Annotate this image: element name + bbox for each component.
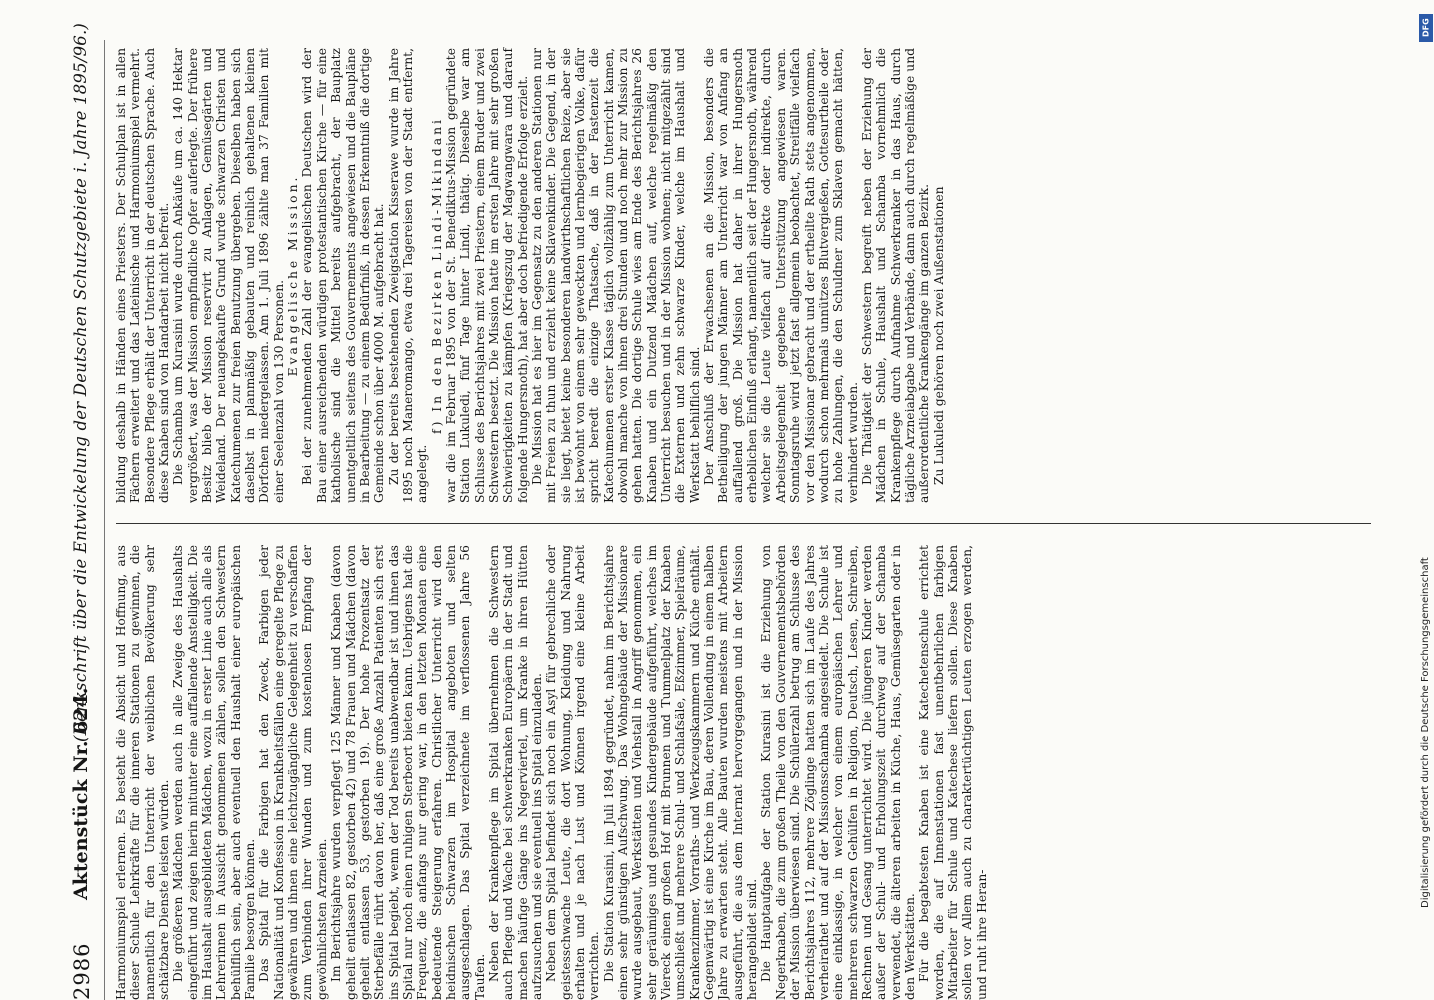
paragraph: f) In den Bezirken Lindi-Mikindani [429,117,444,434]
digitization-sidebar [1418,8,1434,998]
right-column [114,48,946,503]
page-title: Aktenstück Nr. 624. [70,687,92,900]
paragraph: war die im Februar 1895 von der St. Benediktus-Mission gegründete Station Lukuledi, fünf Tage hinter Lindi, thätig. Dieselbe war am Schlusse des Berichtsjahres mit zwei Priestern, einem Bruder und zwei Schwestern besetzt. Die Mission hatte im ersten Jahre mit sehr großen Schwierigkeiten zu kämpfen (Kriegszug der Magwangwara und darauf folgende Hungersnoth), hat aber doch befriedigende Erfolge erzielt. [443,48,530,503]
paragraph: Der Anschluß der Erwachsenen an die Mission, besonders die Betheiligung der jungen Männer am Unterricht war von Anfang an auffallend groß. Die Mission hat daher in ihrer Hungersnoth erheblichen Einfluß erlangt, namentlich seit der Hungersnoth, während welcher sie die Leute vielfach auf direkte oder indirekte, durch Arbeitsgelegenheit gegebene Unterstützung angewiesen waren. Sonntagsruhe wird jetzt fast allgemein beobachtet, Streitfälle vielfach vor den Missionar gebracht und der ertheilte Rath stets angenommen, wodurch schon mehrmals unnützes Blutvergießen, Gottesurtheile oder zu hohe Zahlungen, die den Schuldner zum Sklaven gemacht hätten, verhindert wurden. [702,48,860,503]
page-header [70,22,100,1000]
left-column [114,545,989,1000]
paragraph: Das Spital für die Farbigen hat den Zweck, Farbigen jeder Nationalität und Konfession in Krankheitsfällen eine geregelte Pflege zu gewähren und ihnen eine leichtzugängliche Gelegenheit zu verschaffen zum Verbinden ihrer Wunden und zum kostenlosen Empfang der gewöhnlichsten Arzneien. [257,545,329,1000]
paragraph: bildung deshalb in Händen eines Priesters. Der Schulplan ist in allen Fächern erweitert und das Lateinische und Harmoniumspiel vermehrt. Besondere Pflege erhält der Unterricht in der deutschen Sprache. Auch diese Knaben sind von Handarbeit nicht befreit. [114,48,172,503]
column-divider [116,523,1371,524]
header-rule [104,40,105,1000]
paragraph: Die Mission hat es hier im Gegensatz zu den anderen Stationen nur mit Freien zu thun und erzieht keine Sklavenkinder. Die Gegend, in der sie liegt, bietet keine besonderen landwirthschaftlichen Reize, aber sie ist bewohnt von einem sehr geweckten und lernbegierigen Volke, dafür spricht beredt die einzige Thatsache, daß in der Fastenzeit die Katechumenen erster Klasse täglich vollzählig zum Unterricht kamen, obwohl manche von ihnen drei Stunden und noch mehr zur Mission zu gehen hatten. Die dortige Schule wies am Ende des Berichtsjahres 26 Knaben und ein Dutzend Mädchen auf, welche regelmäßig den Unterricht besuchen und in der Mission wohnen; nicht mitgezählt sind die Externen und zehn schwarze Kinder, welche im Haushalt und Werkstatt behilflich sind. [529,48,702,503]
paragraph: Neben der Krankenpflege im Spital übernehmen die Schwestern auch Pflege und Wache bei schwerkranken Europäern in der Stadt und machen häufige Gänge ins Negerviertel, um Kranke in ihren Hütten aufzusuchen und sie eventuell ins Spital einzuladen. [486,545,544,1000]
paragraph: Die Hauptaufgabe der Station Kurasini ist die Erziehung von Negerknaben, die zum großen Theile von den Gouvernementsbehörden der Mission überwiesen sind. Die Schülerzahl betrug am Schlusse des Berichtsjahres 112, mehrere Zöglinge hatten sich im Laufe des Jahres verheirathet und auf der Missionsschamba angesiedelt. Die Schule ist eine einklassige, in welcher von einem europäischen Lehrer und mehreren schwarzen Gehülfen in Religion, Deutsch, Lesen, Schreiben, Rechnen und Gesang unterrichtet wird. Die jüngeren Kinder werden außer der Schul- und Erholungszeit durchweg auf der Schamba verwendet, die älteren arbeiten in Küche, Haus, Gemüsegarten oder in den Werkstätten. [759,545,917,1000]
paragraph: Die Station Kurasini, im Juli 1894 gegründet, nahm im Berichtsjahre einen sehr günstigen Aufschwung. Das Wohngebäude der Missionare wurde ausgebaut, Werkstätten und Viehstall in Angriff genommen, ein sehr geräumiges und gesundes Kindergebäude aufgeführt, welches im Viereck einen großen Hof mit Brunnen und Tummelplatz der Knaben umschließt und mehrere Schul- und Schlafsäle, Eßzimmer, Spielräume, Krankenzimmer, Vorraths- und Werkzeugskammern und Küche enthält. Gegenwärtig ist eine Kirche im Bau, deren Vollendung in einem halben Jahre zu erwarten steht. Alle Bauten wurden meistens mit Arbeitern ausgeführt, die aus dem Internat hervorgegangen und in der Mission herangebildet sind. [601,545,760,1000]
paragraph: Die Schamba um Kurasini wurde durch Ankäufe um ca. 140 Hektar vergrößert, was der Mission empfindliche Opfer auferlegte. Der frühere Besitz blieb der Mission reservirt zu Anlagen, Gemüsegärten und Weideland. Der neuangekaufte Grund wurde schwarzen Christen und Katechumenen zur freien Benutzung übergeben. Dieselben haben sich daselbst in planmäßig gebauten und reinlich gehaltenen kleinen Dörfchen niedergelassen. Am 1. Juli 1896 zählte man 37 Familien mit einer Seelenzahl von 130 Personen. [171,48,286,503]
paragraph: Zu Lukuledi gehören noch zwei Außenstationen [931,186,946,485]
digitization-note: Digitalisierung gefördert durch die Deutsche Forschungsgemeinschaft [1420,557,1431,908]
paragraph: Im Berichtsjahre wurden verpflegt 125 Männer und Knaben (davon geheilt entlassen 82, gestorben 42) und 78 Frauen und Mädchen (davon geheilt entlassen 53, gestorben 19). Der hohe Prozentsatz der Sterbefälle rührt davon her, daß eine große Anzahl Patienten sich erst ins Spital begiebt, wenn der Tod bereits unabwendbar ist und ihnen das Spital nur noch einen ruhigen Sterbeort bieten kann. Uebrigens hat die Frequenz, die anfangs nur gering war, in den letzten Monaten eine bedeutende Steigerung erfahren. Christlicher Unterricht wird den heidnischen Schwarzen im Hospital angeboten und selten ausgeschlagen. Das Spital verzeichnete im verflossenen Jahre 56 Taufen. [329,545,487,1000]
paragraph: Die größeren Mädchen werden auch in alle Zweige des Haushalts eingeführt und zeigen hierin mitunter eine auffallende Anstelligkeit. Die im Haushalt ausgebildeten Mädchen, wozu in erster Linie auch alle als Lehrerinnen in Aussicht genommenen zählen, sollen den Schwestern behülflich sein, aber auch eventuell den Haushalt einer europäischen Familie besorgen können. [171,545,258,1000]
paragraph: Bei der zunehmenden Zahl der evangelischen Deutschen wird der Bau einer ausreichenden würdigen protestantischen Kirche — für eine katholische sind die Mittel bereits aufgebracht, der Bauplatz unentgeltlich seitens des Gouvernements angewiesen und die Baupläne in Bearbeitung — zu einem Bedürfniß, in dessen Erkenntniß die dortige Gemeinde schon über 4000 M. aufgebracht hat. [300,48,387,503]
paragraph: Neben dem Spital befindet sich noch ein Asyl für gebrechliche oder geistesschwache Leute, die dort Wohnung, Kleidung und Nahrung erhalten und je nach Lust und Können irgend eine kleine Arbeit verrichten. [544,545,602,1000]
paragraph: Zu der bereits bestehenden Zweigstation Kisserawe wurde im Jahre 1895 noch Maneromango, etwa drei Tagereisen von der Stadt entfernt, angelegt. [386,48,430,503]
page-number: 2986 [70,942,94,1000]
paragraph: Für die begabtesten Knaben ist eine Katechetenschule errichtet worden, die auf Innenstationen fast unentbehrlichen farbigen Mitarbeiter für Schule und Katechese liefern sollen. Diese Knaben sollen vor Allem auch zu charaktertüchtigen Leuten erzogen werden, und ruht ihre Heran- [917,545,989,1000]
rotated-page [30,22,1405,1000]
paragraph: Die Thätigkeit der Schwestern begreift neben der Erziehung der Mädchen in Schule, Haushalt und Schamba vornehmlich die Krankenpflege durch Aufnahme Schwerkranker in das Haus, durch tägliche Arzneiabgabe und Verbände, dann auch durch regelmäßige und außerordentliche Krankengänge im ganzen Bezirk. [859,48,932,503]
page-subtitle: (Denkschrift über die Entwickelung der Deutschen Schutzgebiete i. Jahre 1895/96.) [71,22,90,742]
dfg-logo: DFG [1419,14,1433,42]
paragraph: Evangelische Mission. [286,174,301,377]
paragraph: Harmoniumspiel erlernen. Es besteht die Absicht und Hoffnung, aus dieser Schule Lehrkräfte für die inneren Stationen zu gewinnen, die namentlich für den Unterricht der weiblichen Bevölkerung sehr schätzbare Dienste leisten würden. [114,545,172,1000]
